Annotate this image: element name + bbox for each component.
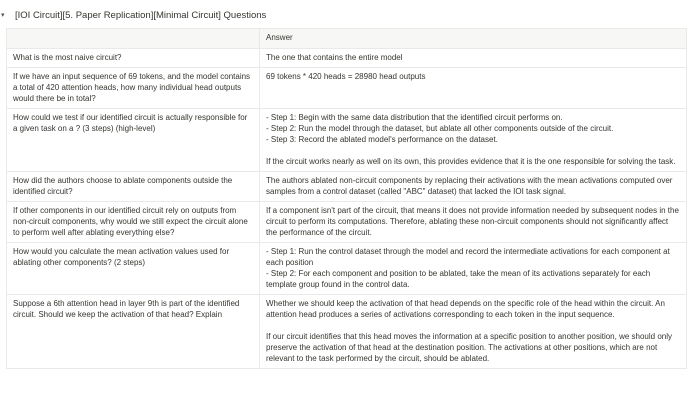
answer-line: - Step 2: For each component and position to be ablated, take the mean of its activations separately for each template group found in the control data. (266, 269, 651, 289)
answer-cell[interactable] (260, 295, 687, 369)
table-row (7, 243, 687, 295)
toggle-heading[interactable] (0, 8, 266, 22)
answer-paragraph (266, 112, 680, 145)
answer-line: If our circuit identifies that this head moves the information at a specific position to another position, we should only preserve the activation of that head at the destination position. The activations at other positions, which are not relevant to the task performed by the circuit, should be ablated. (266, 332, 672, 363)
question-cell[interactable]: Suppose a 6th attention head in layer 9th is part of the identified circuit. Should we keep the activation of that head? Explain (7, 295, 260, 369)
question-cell[interactable]: How would you calculate the mean activation values used for ablating other components? (2 steps) (7, 243, 260, 295)
answer-line: The one that contains the entire model (266, 53, 403, 62)
question-cell[interactable]: If other components in our identified circuit rely on outputs from non-circuit components, why would we still expect the circuit alone to perform well after ablating everything else? (7, 202, 260, 243)
answer-line: - Step 1: Begin with the same data distribution that the identified circuit performs on. (266, 113, 563, 122)
question-cell[interactable]: What is the most naive circuit? (7, 49, 260, 68)
answer-line: - Step 3: Record the ablated model's performance on the dataset. (266, 135, 498, 144)
answer-line: - Step 1: Run the control dataset through the model and record the intermediate activations for each component at each position (266, 247, 670, 267)
question-cell[interactable]: If we have an input sequence of 69 tokens, and the model contains a total of 420 attention heads, how many individual head outputs would there be in total? (7, 68, 260, 109)
question-cell[interactable]: How did the authors choose to ablate components outside the identified circuit? (7, 172, 260, 202)
table-row (7, 202, 687, 243)
answer-paragraph (266, 175, 680, 197)
question-cell[interactable]: How could we test if our identified circuit is actually responsible for a given task on a ? (3 steps) (high-level) (7, 109, 260, 172)
answer-line: If the circuit works nearly as well on its own, this provides evidence that it is the one responsible for solving the task. (266, 157, 676, 166)
answer-paragraph (266, 246, 680, 290)
table-header-row (7, 29, 687, 49)
header-question (7, 29, 260, 49)
header-answer: Answer (260, 29, 687, 49)
answer-line: 69 tokens * 420 heads = 28980 head outputs (266, 72, 426, 81)
answer-cell[interactable] (260, 172, 687, 202)
answer-cell[interactable] (260, 243, 687, 295)
answer-line: If a component isn't part of the circuit, that means it does not provide information needed by subsequent nodes in the circuit to perform its computations. Therefore, ablating these non-circuit components should not significantly affect the performance of the circuit. (266, 206, 679, 237)
answer-line: Whether we should keep the activation of that head depends on the specific role of the head within the circuit. An attention head produces a series of activations corresponding to each token in the input sequence. (266, 299, 665, 319)
answer-paragraph (266, 52, 680, 63)
table-row (7, 49, 687, 68)
table-row (7, 295, 687, 369)
table-row (7, 68, 687, 109)
toggle-triangle-icon[interactable]: ▾ (1, 11, 5, 19)
table-row (7, 109, 687, 172)
answer-paragraph (266, 156, 680, 167)
answer-cell[interactable] (260, 109, 687, 172)
answer-paragraph (266, 298, 680, 320)
questions-table (6, 28, 687, 369)
answer-paragraph (266, 331, 680, 364)
answer-cell[interactable] (260, 202, 687, 243)
table-body (7, 49, 687, 369)
answer-cell[interactable] (260, 49, 687, 68)
answer-line: - Step 2: Run the model through the dataset, but ablate all other components outside of the circuit. (266, 124, 614, 133)
table-row (7, 172, 687, 202)
answer-paragraph (266, 205, 680, 238)
answer-paragraph (266, 71, 680, 82)
page-title: [IOI Circuit][5. Paper Replication][Minimal Circuit] Questions (15, 9, 267, 21)
answer-line: The authors ablated non-circuit components by replacing their activations with the mean activations computed over samples from a control dataset (called "ABC" dataset) that lacked the IOI task signal. (266, 176, 673, 196)
answer-cell[interactable] (260, 68, 687, 109)
